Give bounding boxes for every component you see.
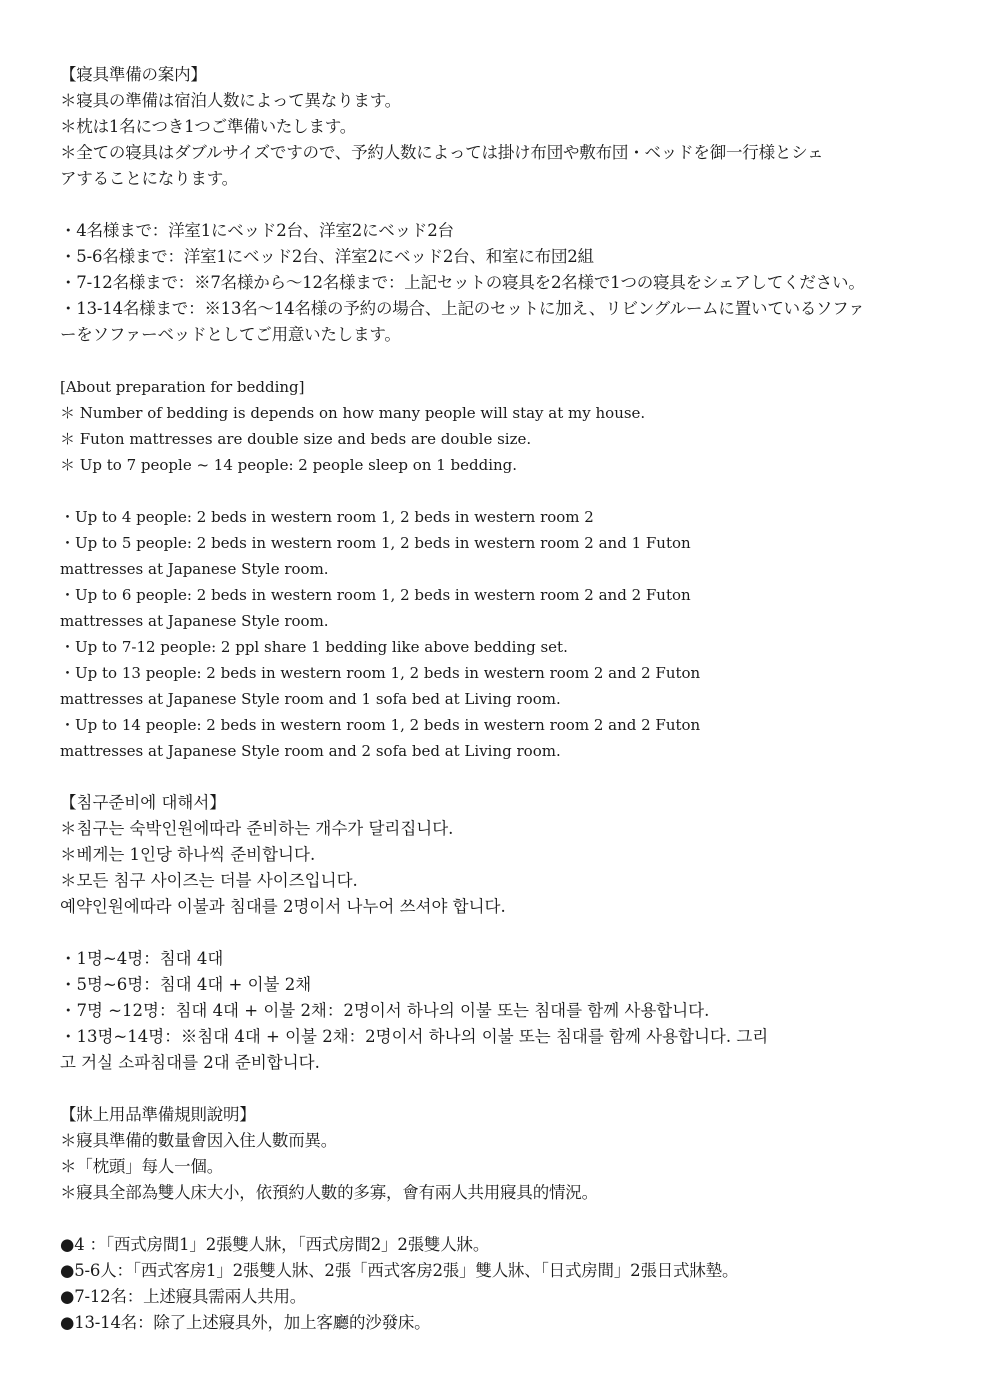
english-item: ・Up to 13 people: 2 beds in western room 1, 2 beds in western room 2 and 2 Futon: [60, 664, 701, 682]
english-item: ・Up to 7-12 people: 2 ppl share 1 bedding like above bedding set.: [60, 638, 568, 656]
english-heading: [About preparation for bedding]: [60, 378, 305, 396]
english-item: ・Up to 6 people: 2 beds in western room 1, 2 beds in western room 2 and 2 Futon: [60, 586, 691, 604]
korean-note: 예약인원에따라 이불과 침대를 2명이서 나누어 쓰셔야 합니다.: [60, 897, 506, 916]
chinese-heading: 【牀上用品準備規則說明】: [60, 1105, 256, 1124]
japanese-note: ＊寝具の準備は宿泊人数によって異なります。: [60, 91, 401, 110]
korean-item: ・13명~14명：※침대 4대 + 이불 2채：2명이서 하나의 이불 또는 침대를 함께 사용합니다. 그리: [60, 1027, 769, 1046]
korean-note: ＊베게는 1인당 하나씩 준비합니다.: [60, 845, 316, 864]
english-note: ＊ Number of bedding is depends on how many people will stay at my house.: [60, 404, 646, 422]
chinese-note: ＊「枕頭」每人一個。: [60, 1157, 224, 1176]
chinese-item: ●7-12名：上述寢具需兩人共用。: [60, 1287, 307, 1306]
english-item: mattresses at Japanese Style room and 1 sofa bed at Living room.: [60, 690, 561, 708]
english-section: [60, 374, 940, 764]
korean-note: ＊침구는 숙박인원에따라 준비하는 개수가 달리집니다.: [60, 819, 454, 838]
japanese-section: [60, 62, 940, 348]
korean-section: [60, 790, 940, 1076]
english-item: ・Up to 4 people: 2 beds in western room 1, 2 beds in western room 2: [60, 508, 594, 526]
english-note: ＊ Up to 7 people ~ 14 people: 2 people sleep on 1 bedding.: [60, 456, 518, 474]
japanese-heading: 【寝具準備の案内】: [60, 65, 207, 84]
chinese-item: ●4 ：「西式房間1」2張雙人牀，「西式房間2」2張雙人牀。: [60, 1235, 490, 1254]
korean-note: ＊모든 침구 사이즈는 더블 사이즈입니다.: [60, 871, 358, 890]
korean-item: ・1명~4명：침대 4대: [60, 949, 224, 968]
japanese-note: ＊枕は1名につき1つご準備いたします。: [60, 117, 357, 136]
japanese-item: ーをソファーベッドとしてご用意いたします。: [60, 325, 401, 344]
korean-item: ・5명~6명：침대 4대 + 이불 2채: [60, 975, 312, 994]
korean-heading: 【침구준비에 대해서】: [60, 793, 226, 812]
document-page: [60, 62, 940, 1336]
japanese-item: ・7-12名様まで：※7名様から～12名様まで：上記セットの寝具を2名様で1つの寝具をシェアしてください。: [60, 273, 865, 292]
chinese-section: [60, 1102, 940, 1336]
english-item: ・Up to 5 people: 2 beds in western room 1, 2 beds in western room 2 and 1 Futon: [60, 534, 691, 552]
japanese-item: ・4名様まで：洋室1にベッド2台、洋室2にベッド2台: [60, 221, 454, 240]
chinese-item: ●13-14名：除了上述寢具外，加上客廳的沙發床。: [60, 1313, 431, 1332]
chinese-note: ＊寢具全部為雙人床大小，依預約人數的多寡，會有兩人共用寢具的情況。: [60, 1183, 598, 1202]
korean-item: 고 거실 소파침대를 2대 준비합니다.: [60, 1053, 320, 1072]
english-item: ・Up to 14 people: 2 beds in western room 1, 2 beds in western room 2 and 2 Futon: [60, 716, 701, 734]
japanese-item: ・5-6名様まで：洋室1にベッド2台、洋室2にベッド2台、和室に布団2組: [60, 247, 594, 266]
chinese-item: ●5-6人：「西式客房1」2張雙人牀、2張「西式客房2張」雙人牀、「日式房間」2張日式牀墊。: [60, 1261, 739, 1280]
japanese-item: ・13-14名様まで：※13名～14名様の予約の場合、上記のセットに加え、リビングルームに置いているソファ: [60, 299, 865, 318]
english-note: ＊ Futon mattresses are double size and beds are double size.: [60, 430, 532, 448]
japanese-note: ＊全ての寝具はダブルサイズですので、予約人数によっては掛け布団や敷布団・ベッドを御一行様とシェ: [60, 143, 824, 162]
english-item: mattresses at Japanese Style room and 2 sofa bed at Living room.: [60, 742, 561, 760]
chinese-note: ＊寢具準備的數量會因入住人數而異。: [60, 1131, 338, 1150]
english-item: mattresses at Japanese Style room.: [60, 612, 329, 630]
japanese-note: アすることになります。: [60, 169, 238, 188]
korean-item: ・7명 ~12명：침대 4대 + 이불 2채：2명이서 하나의 이불 또는 침대를 함께 사용합니다.: [60, 1001, 710, 1020]
english-item: mattresses at Japanese Style room.: [60, 560, 329, 578]
